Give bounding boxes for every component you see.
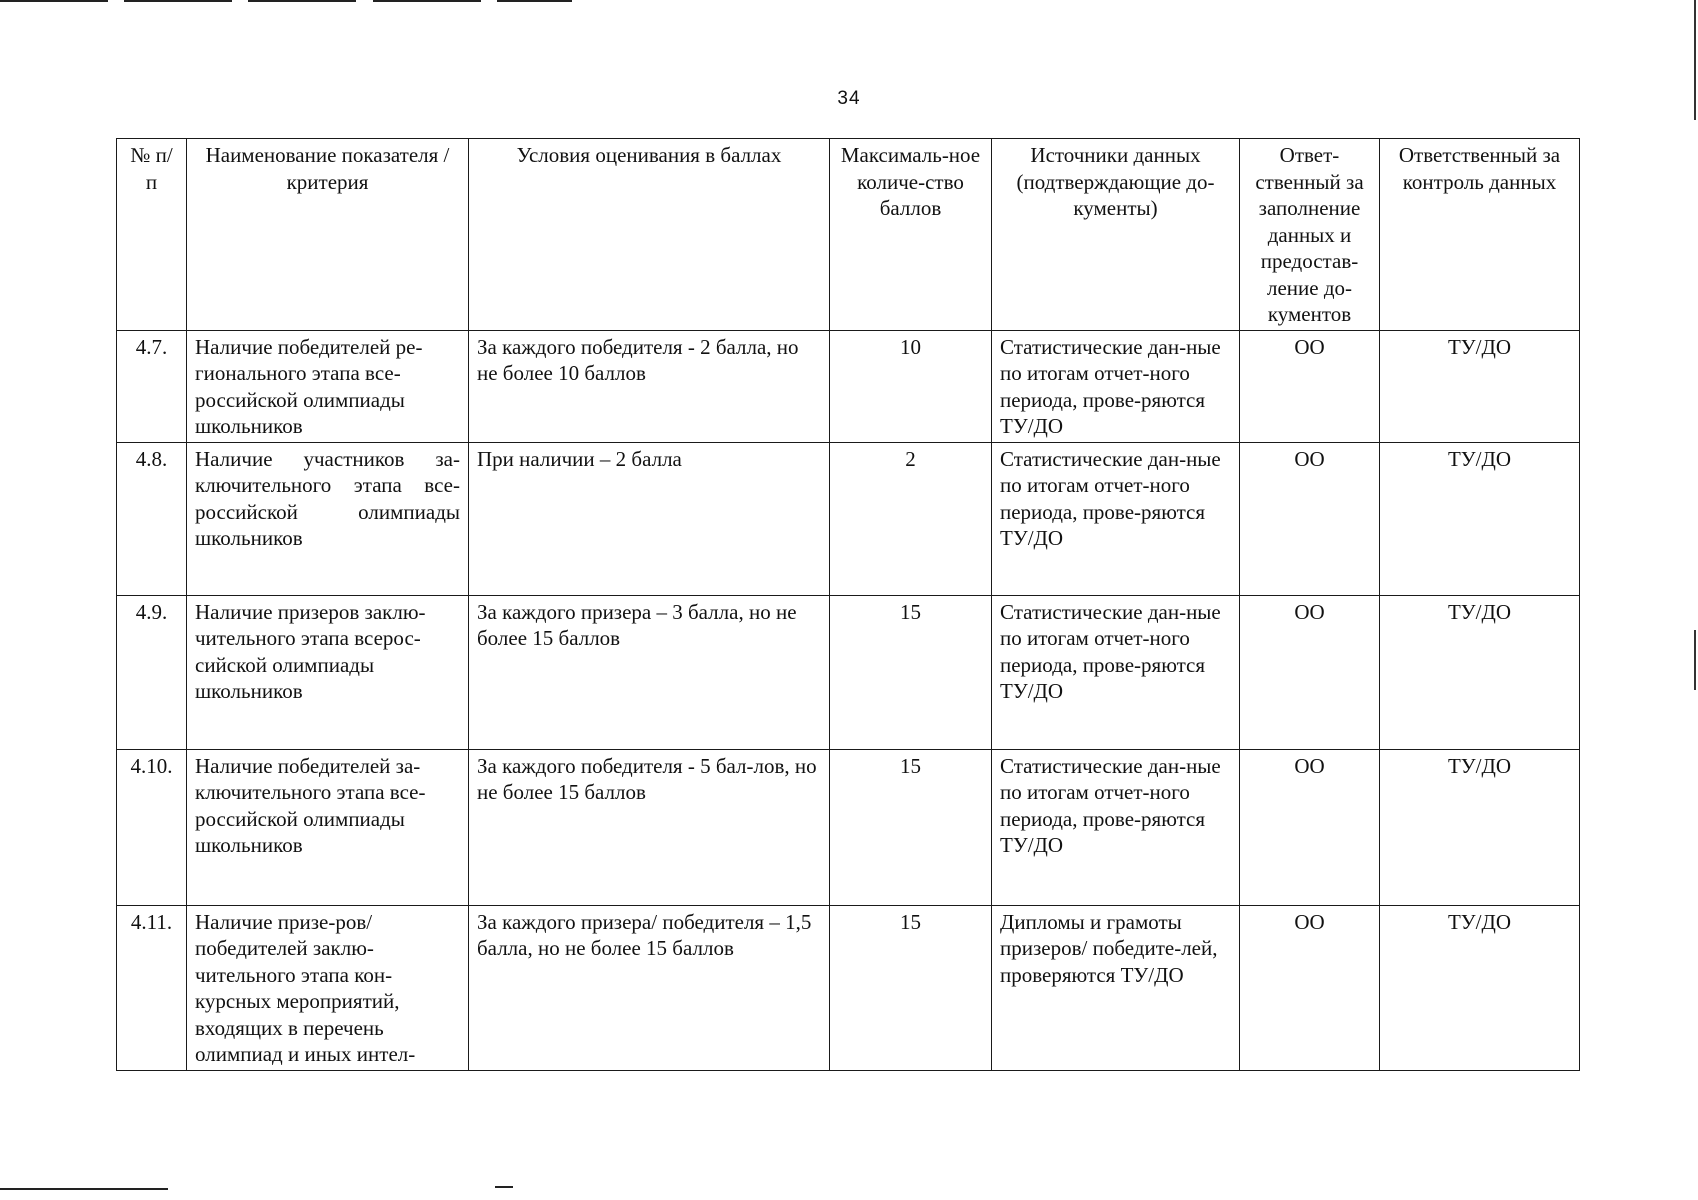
table-row (117, 749, 1580, 905)
header-max-points: Максималь-ное количе-ство баллов (830, 139, 992, 331)
header-conditions: Условия оценивания в баллах (469, 139, 830, 331)
cell-indicator-name: Наличие победителей за-ключительного этапа все-российской олимпиады школьников (187, 749, 469, 905)
scan-line-top-3 (248, 0, 356, 2)
cell-responsible: ОО (1240, 595, 1380, 749)
cell-control: ТУ/ДО (1380, 330, 1580, 442)
cell-responsible: ОО (1240, 330, 1380, 442)
cell-conditions: При наличии – 2 балла (469, 442, 830, 595)
scan-line-top-5 (497, 0, 572, 2)
cell-num: 4.8. (117, 442, 187, 595)
scan-line-top-4 (373, 0, 481, 2)
scan-line-top-1 (0, 0, 108, 2)
cell-responsible: ОО (1240, 442, 1380, 595)
cell-responsible: ОО (1240, 905, 1380, 1070)
header-responsible-filling: Ответ-ственный за заполнение данных и предостав-ление до-кументов (1240, 139, 1380, 331)
cell-control: ТУ/ДО (1380, 442, 1580, 595)
cell-num: 4.11. (117, 905, 187, 1070)
cell-data-source: Дипломы и грамоты призеров/ победите-лей, проверяются ТУ/ДО (992, 905, 1240, 1070)
cell-max-points: 2 (830, 442, 992, 595)
cell-max-points: 15 (830, 749, 992, 905)
cell-data-source: Статистические дан-ные по итогам отчет-ного периода, прове-ряются ТУ/ДО (992, 595, 1240, 749)
cell-num: 4.9. (117, 595, 187, 749)
cell-data-source: Статистические дан-ные по итогам отчет-ного периода, прове-ряются ТУ/ДО (992, 330, 1240, 442)
scan-line-bottom-1 (0, 1188, 168, 1190)
scan-edge-mark-2 (1694, 630, 1696, 690)
cell-conditions: За каждого победителя - 2 балла, но не более 10 баллов (469, 330, 830, 442)
cell-max-points: 15 (830, 905, 992, 1070)
header-row (117, 139, 1580, 331)
header-indicator-name: Наименование показателя / критерия (187, 139, 469, 331)
cell-conditions: За каждого призера/ победителя – 1,5 балла, но не более 15 баллов (469, 905, 830, 1070)
cell-num: 4.10. (117, 749, 187, 905)
cell-conditions: За каждого призера – 3 балла, но не более 15 баллов (469, 595, 830, 749)
cell-indicator-name: Наличие участников за-ключительного этапа все-российской олимпиады школьников (187, 442, 469, 595)
page-number: 34 (837, 88, 861, 109)
header-responsible-control: Ответственный за контроль данных (1380, 139, 1580, 331)
cell-data-source: Статистические дан-ные по итогам отчет-ного периода, прове-ряются ТУ/ДО (992, 749, 1240, 905)
cell-max-points: 10 (830, 330, 992, 442)
cell-control: ТУ/ДО (1380, 595, 1580, 749)
cell-control: ТУ/ДО (1380, 905, 1580, 1070)
cell-indicator-name: Наличие призе-ров/победителей заклю-чительного этапа кон-курсных мероприятий, входящих в перечень олимпиад и иных интел- (187, 905, 469, 1070)
scan-line-bottom-2 (495, 1186, 513, 1188)
table-row (117, 905, 1580, 1070)
criteria-table (116, 138, 1580, 1071)
table-row (117, 442, 1580, 595)
cell-num: 4.7. (117, 330, 187, 442)
cell-data-source: Статистические дан-ные по итогам отчет-ного периода, прове-ряются ТУ/ДО (992, 442, 1240, 595)
scan-line-top-2 (124, 0, 232, 2)
cell-indicator-name: Наличие призеров заклю-чительного этапа всерос-сийской олимпиады школьников (187, 595, 469, 749)
cell-control: ТУ/ДО (1380, 749, 1580, 905)
table-row (117, 595, 1580, 749)
cell-indicator-name: Наличие победителей ре-гионального этапа все-российской олимпиады школьников (187, 330, 469, 442)
cell-max-points: 15 (830, 595, 992, 749)
header-num: № п/п (117, 139, 187, 331)
header-data-sources: Источники данных (подтверждающие до-кументы) (992, 139, 1240, 331)
table-row (117, 330, 1580, 442)
cell-responsible: ОО (1240, 749, 1380, 905)
cell-conditions: За каждого победителя - 5 бал-лов, но не более 15 баллов (469, 749, 830, 905)
